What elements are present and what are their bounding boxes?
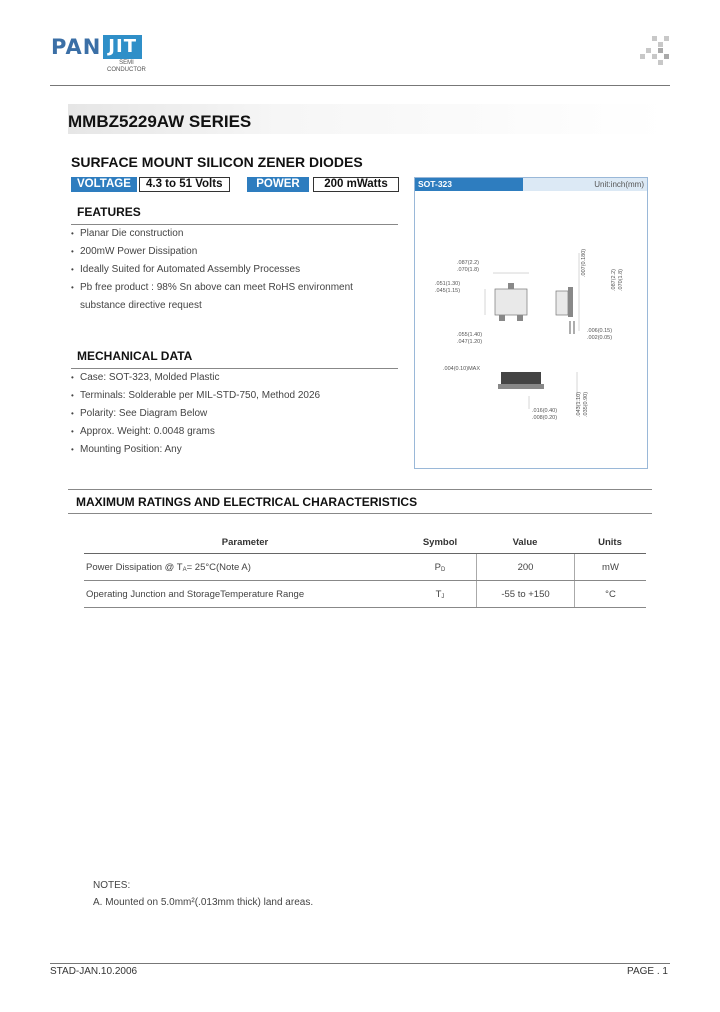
list-item: • Ideally Suited for Automated Assembly Processes bbox=[71, 263, 401, 281]
list-item: • 200mW Power Dissipation bbox=[71, 245, 401, 263]
dim-label: .047(1.20) bbox=[457, 339, 483, 345]
dim-label: .007(0.180) bbox=[581, 248, 587, 277]
dim-label: .045(1.15) bbox=[435, 288, 461, 294]
dim-label: .016(0.40) bbox=[532, 408, 558, 414]
power-label: POWER bbox=[247, 177, 309, 192]
logo-sub-semi: SEMI bbox=[119, 60, 134, 66]
dim-label: .070(1.8) bbox=[457, 267, 480, 273]
cell-parameter bbox=[86, 554, 404, 580]
column-header-value: Value bbox=[512, 537, 538, 548]
corner-grid-icon bbox=[640, 36, 670, 66]
mechanical-heading bbox=[71, 343, 398, 369]
list-item: • Terminals: Solderable per MIL-STD-750, Method 2026 bbox=[71, 389, 401, 407]
note-a: A. Mounted on 5.0mm²(.013mm thick) land areas. bbox=[93, 897, 314, 908]
cell-symbol bbox=[404, 554, 476, 580]
dim-label: .055(1.40) bbox=[457, 332, 483, 338]
list-item: • Mounting Position: Any bbox=[71, 443, 401, 461]
table-row bbox=[84, 554, 646, 581]
column-header-symbol: Symbol bbox=[422, 537, 458, 548]
end-view-drawing bbox=[498, 372, 577, 411]
param-text: Operating Junction and StorageTemperature Range bbox=[86, 588, 305, 600]
dim-label: .008(0.20) bbox=[532, 415, 558, 421]
list-item: • Planar Die construction bbox=[71, 227, 401, 245]
page-subtitle: SURFACE MOUNT SILICON ZENER DIODES bbox=[71, 154, 363, 170]
mechanical-list bbox=[71, 371, 401, 461]
symbol-subscript: D bbox=[441, 567, 446, 573]
table-row bbox=[84, 581, 646, 608]
dim-label: .035(0.90) bbox=[583, 391, 589, 417]
column-header-parameter: Parameter bbox=[221, 537, 269, 548]
features-list bbox=[71, 227, 401, 317]
header-rule bbox=[50, 85, 670, 86]
voltage-value: 4.3 to 51 Volts bbox=[139, 177, 230, 192]
package-outline-panel bbox=[414, 177, 648, 469]
cell-unit: °C bbox=[574, 581, 646, 607]
dim-label: .087(2.2) bbox=[611, 268, 617, 291]
top-view-drawing bbox=[485, 273, 529, 321]
dim-label: .070(1.8) bbox=[618, 268, 624, 291]
param-subscript: A bbox=[182, 567, 187, 573]
table-header-row bbox=[84, 532, 646, 554]
param-text-post: = 25°C(Note A) bbox=[186, 561, 251, 573]
dim-label: .006(0.15) bbox=[587, 328, 613, 334]
notes-heading: NOTES: bbox=[93, 880, 131, 891]
side-view-drawing bbox=[556, 253, 579, 334]
power-value: 200 mWatts bbox=[313, 177, 399, 192]
page-title: MMBZ5229AW SERIES bbox=[68, 112, 252, 131]
dim-label: .002(0.05) bbox=[587, 335, 613, 341]
cell-unit: mW bbox=[574, 554, 646, 580]
cell-parameter bbox=[86, 581, 404, 607]
dim-label: .043(1.10) bbox=[576, 391, 582, 417]
dim-label: .004(0.10)MAX bbox=[443, 366, 480, 372]
symbol-subscript: J bbox=[441, 594, 445, 600]
footer-rule bbox=[50, 963, 670, 964]
features-heading bbox=[71, 199, 398, 225]
cell-symbol bbox=[404, 581, 476, 607]
logo-subtext bbox=[107, 60, 146, 74]
ratings-heading: MAXIMUM RATINGS AND ELECTRICAL CHARACTERISTICS bbox=[76, 495, 418, 509]
logo-sub-conductor: CONDUCTOR bbox=[107, 67, 146, 73]
package-label: SOT-323 bbox=[415, 178, 523, 191]
list-item: • Case: SOT-323, Molded Plastic bbox=[71, 371, 401, 389]
list-item: • Polarity: See Diagram Below bbox=[71, 407, 401, 425]
voltage-label: VOLTAGE bbox=[71, 177, 137, 192]
footer-page-number: PAGE . 1 bbox=[627, 966, 668, 977]
company-logo bbox=[51, 33, 142, 61]
package-drawing bbox=[415, 191, 647, 469]
package-unit: Unit:inch(mm) bbox=[594, 180, 644, 189]
logo-text-jit: JIT bbox=[103, 35, 142, 59]
ratings-top-rule bbox=[68, 489, 652, 490]
ratings-bottom-rule bbox=[68, 513, 652, 514]
dim-label: .051(1.30) bbox=[435, 281, 461, 287]
ratings-table bbox=[84, 532, 646, 608]
cell-value: 200 bbox=[476, 554, 574, 580]
symbol-text: T bbox=[435, 588, 442, 600]
mechanical-heading-text: MECHANICAL DATA bbox=[77, 349, 193, 363]
symbol-text: P bbox=[434, 561, 441, 573]
footer-doc-code: STAD-JAN.10.2006 bbox=[50, 966, 138, 977]
param-text: Power Dissipation @ T bbox=[86, 561, 183, 573]
cell-value: -55 to +150 bbox=[476, 581, 574, 607]
logo-text-pan: PAN bbox=[51, 35, 102, 59]
list-item: • Approx. Weight: 0.0048 grams bbox=[71, 425, 401, 443]
list-item: substance directive request bbox=[80, 300, 202, 311]
dim-label: .087(2.2) bbox=[457, 260, 480, 266]
list-item: • Pb free product : 98% Sn above can meet RoHS environment bbox=[71, 281, 401, 299]
features-heading-text: FEATURES bbox=[77, 205, 141, 219]
column-header-units: Units bbox=[598, 537, 622, 548]
